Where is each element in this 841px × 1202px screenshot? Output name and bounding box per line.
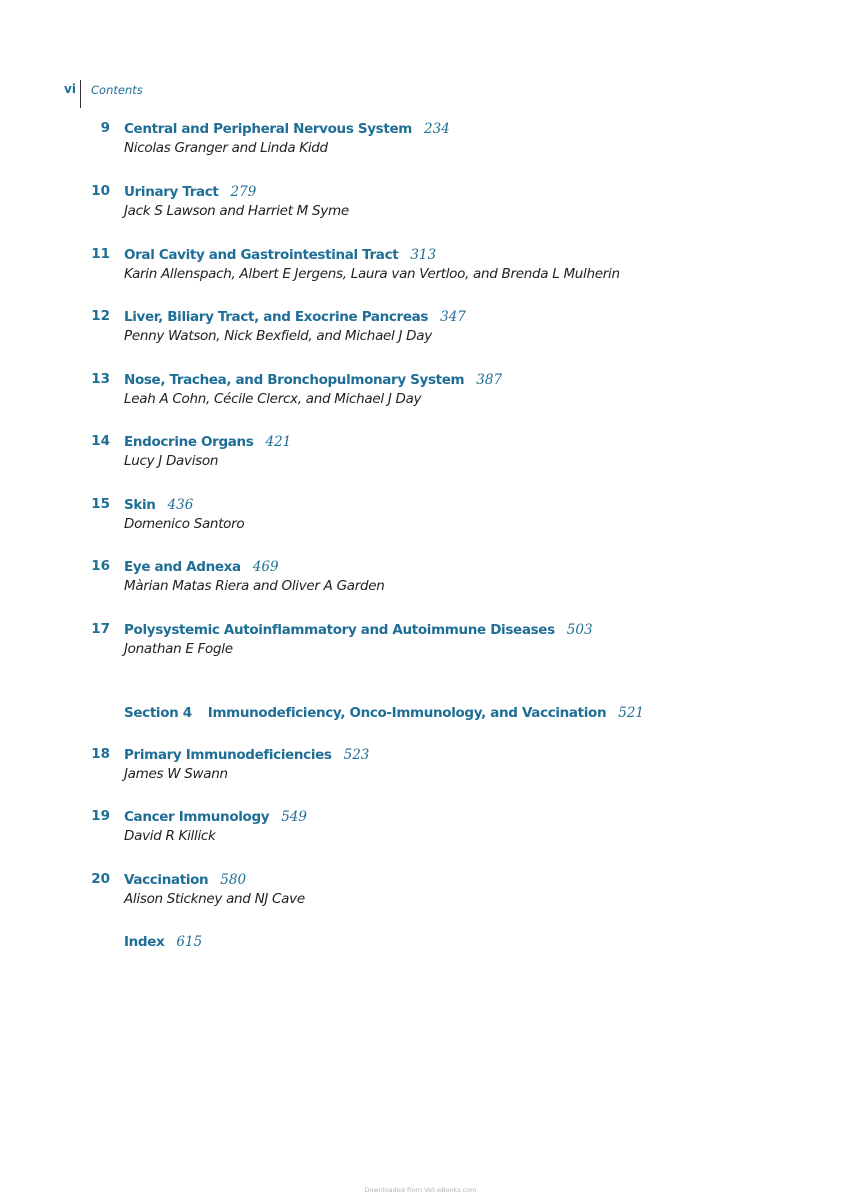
page-number: vi (64, 82, 76, 96)
chapter-title-line (124, 182, 256, 201)
chapter-title[interactable]: Cancer Immunology (124, 809, 270, 825)
chapter-authors: James W Swann (124, 766, 228, 782)
chapter-title-line (124, 620, 593, 639)
chapter-page: 234 (424, 121, 450, 137)
chapter-title-line (124, 119, 450, 138)
chapter-page: 469 (252, 559, 279, 575)
chapter-title-line (124, 745, 369, 764)
index-title[interactable]: Index (124, 934, 165, 950)
chapter-title[interactable]: Central and Peripheral Nervous System (124, 121, 412, 137)
index-page: 615 (176, 934, 203, 950)
chapter-page: 387 (476, 372, 503, 388)
chapter-title[interactable]: Liver, Biliary Tract, and Exocrine Pancreas (124, 309, 429, 325)
chapter-authors: Nicolas Granger and Linda Kidd (124, 140, 328, 156)
chapter-title[interactable]: Primary Immunodeficiencies (124, 747, 332, 763)
chapter-title[interactable]: Polysystemic Autoinflammatory and Autoimmune Diseases (124, 622, 555, 638)
chapter-title-line (124, 245, 436, 264)
chapter-authors: Màrian Matas Riera and Oliver A Garden (124, 578, 385, 594)
chapter-title[interactable]: Nose, Trachea, and Bronchopulmonary System (124, 372, 465, 388)
chapter-page: 279 (230, 184, 257, 200)
chapter-authors: Leah A Cohn, Cécile Clercx, and Michael J Day (124, 391, 422, 407)
chapter-authors: Lucy J Davison (124, 453, 219, 469)
index-title-line (124, 932, 202, 951)
section-page: 521 (618, 705, 645, 721)
section-title[interactable]: Immunodeficiency, Onco-Immunology, and Vaccination (207, 705, 607, 721)
chapter-number: 12 (91, 308, 110, 324)
chapter-title-line (124, 557, 279, 576)
chapter-authors: David R Killick (124, 828, 216, 844)
chapter-title[interactable]: Endocrine Organs (124, 434, 254, 450)
chapter-number: 10 (91, 183, 110, 199)
chapter-title-line (124, 307, 466, 326)
chapter-authors: Jonathan E Fogle (124, 641, 233, 657)
chapter-number: 17 (91, 621, 110, 637)
chapter-page: 523 (343, 747, 370, 763)
chapter-title[interactable]: Skin (124, 497, 156, 513)
running-header (0, 80, 300, 108)
chapter-number: 9 (100, 120, 110, 136)
section-heading (124, 703, 644, 722)
chapter-authors: Domenico Santoro (124, 516, 245, 532)
chapter-authors: Jack S Lawson and Harriet M Syme (124, 203, 349, 219)
chapter-number: 13 (91, 371, 110, 387)
chapter-title-line (124, 870, 246, 889)
chapter-number: 15 (91, 496, 110, 512)
chapter-authors: Penny Watson, Nick Bexfield, and Michael J Day (124, 328, 432, 344)
chapter-page: 436 (167, 497, 194, 513)
chapter-number: 11 (91, 246, 110, 262)
chapter-page: 313 (410, 247, 437, 263)
chapter-number: 14 (91, 433, 110, 449)
chapter-authors: Karin Allenspach, Albert E Jergens, Laura van Vertloo, and Brenda L Mulherin (124, 266, 620, 282)
chapter-page: 421 (265, 434, 292, 450)
chapter-title-line (124, 495, 193, 514)
chapter-title-line (124, 370, 502, 389)
chapter-page: 580 (220, 872, 247, 888)
chapter-title[interactable]: Vaccination (124, 872, 209, 888)
chapter-page: 549 (281, 809, 307, 825)
chapter-title[interactable]: Urinary Tract (124, 184, 219, 200)
chapter-title-line (124, 807, 307, 826)
chapter-number: 16 (91, 558, 110, 574)
chapter-page: 347 (440, 309, 466, 325)
chapter-title[interactable]: Oral Cavity and Gastrointestinal Tract (124, 247, 399, 263)
footer-watermark: Downloaded from Vet-eBooks.com (364, 1186, 477, 1194)
section-label: Section 4 (124, 705, 192, 721)
chapter-number: 18 (91, 746, 110, 762)
chapter-page: 503 (566, 622, 593, 638)
chapter-authors: Alison Stickney and NJ Cave (124, 891, 305, 907)
chapter-number: 19 (91, 808, 110, 824)
chapter-number: 20 (91, 871, 110, 887)
header-divider (80, 80, 81, 108)
chapter-title-line (124, 432, 291, 451)
chapter-title[interactable]: Eye and Adnexa (124, 559, 241, 575)
running-head: Contents (91, 83, 143, 97)
